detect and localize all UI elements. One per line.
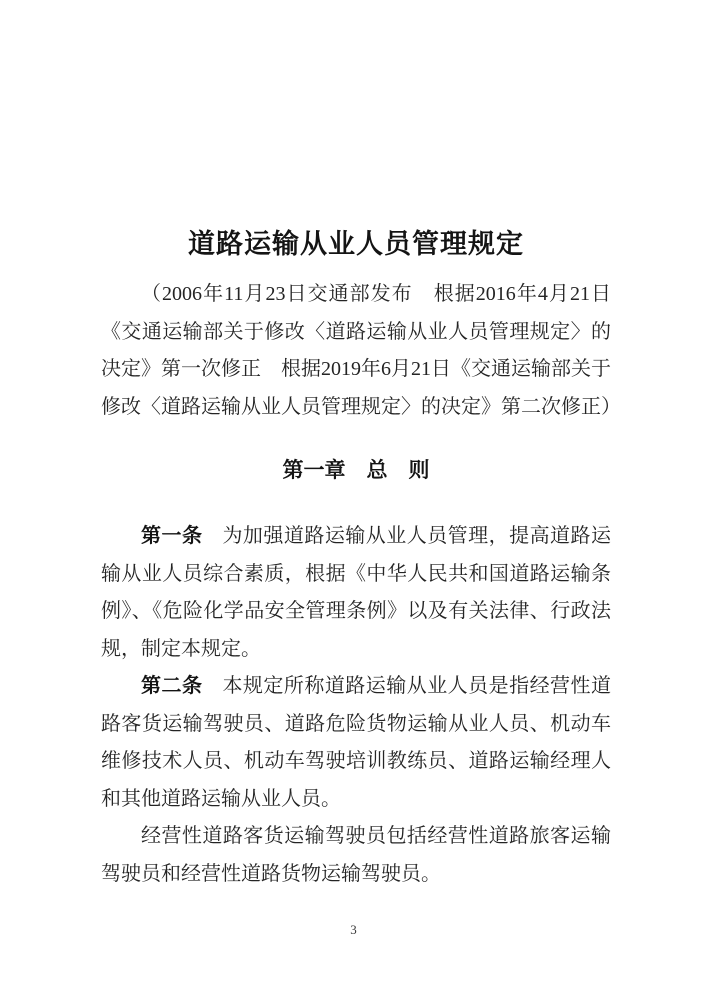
chapter-heading: 第一章 总 则 — [282, 459, 430, 482]
article-1-text: 为加强道路运输从业人员管理，提高道路运输从业人员综合素质，根据《中华人民共和国道路运输条例》、《危险化学品安全管理条例》以及有关法律、行政法规，制定本规定。 — [101, 525, 612, 660]
closing-paragraph: 经营性道路客货运输驾驶员包括经营性道路旅客运输驾驶员和经营性道路货物运输驾驶员。 — [101, 825, 611, 885]
page-number: 3 — [350, 922, 357, 937]
article-1 — [101, 518, 611, 668]
promulgation-note: （2006年11月23日交通部发布 根据2016年4月21日《交通运输部关于修改〈道路运输从业人员管理规定〉的决定》第一次修正 根据2019年6月21日《交通运输部关于修改〈道路运输从业人员管理规定〉的决定》第二次修正） — [101, 283, 621, 418]
document-title: 道路运输从业人员管理规定 — [188, 229, 524, 259]
article-2 — [101, 668, 611, 818]
article-1-label: 第一条 — [141, 525, 203, 547]
article-2-label: 第二条 — [141, 675, 203, 697]
article-2-text: 本规定所称道路运输从业人员是指经营性道路客货运输驾驶员、道路危险货物运输从业人员、机动车维修技术人员、机动车驾驶培训教练员、道路运输经理人和其他道路运输从业人员。 — [101, 675, 612, 810]
